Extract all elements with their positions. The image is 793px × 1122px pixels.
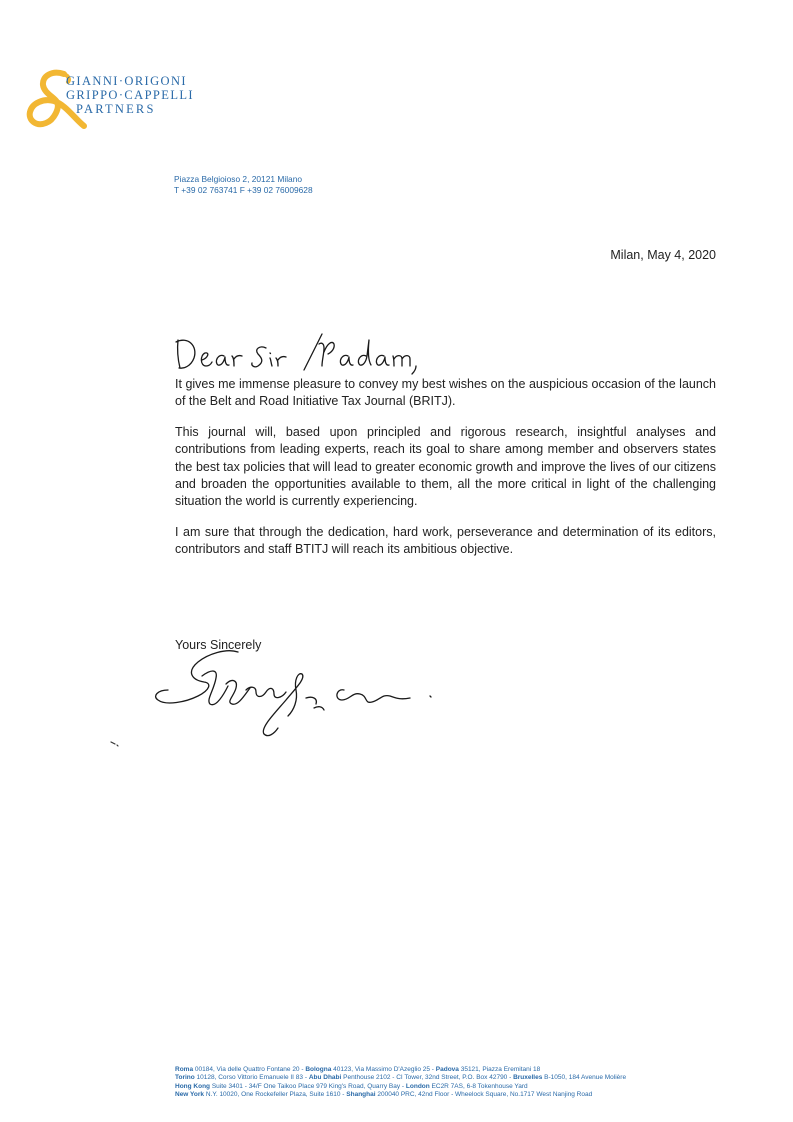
handwritten-signature: [146, 650, 446, 750]
letter-body: [175, 376, 716, 572]
closing-text: Yours Sincerely: [175, 638, 262, 652]
letter-date: Milan, May 4, 2020: [610, 248, 716, 262]
footer-line: [175, 1066, 626, 1074]
footer-address: Suite 3401 - 34/F One Taikoo Place 979 King's Road, Quarry Bay -: [210, 1082, 406, 1090]
firm-name-line-1: GIANNI·ORIGONI: [66, 74, 187, 88]
footer-city: London: [405, 1082, 430, 1090]
firm-name-line-2: GRIPPO·CAPPELLI: [66, 88, 194, 102]
footer-address: 00184, Via delle Quattro Fontane 20 -: [193, 1066, 306, 1073]
footer-address: 35121, Piazza Eremitani 18: [458, 1066, 541, 1073]
footer-city: New York: [175, 1090, 205, 1098]
stray-ink-mark: [110, 741, 120, 747]
footer-city: Hong Kong: [175, 1082, 211, 1090]
address-line-1: Piazza Belgioioso 2, 20121 Milano: [174, 174, 303, 184]
footer-city: Shanghai: [346, 1090, 376, 1098]
footer-city: Abu Dhabi: [308, 1074, 342, 1082]
office-footer: [175, 1066, 626, 1099]
footer-city: Padova: [435, 1066, 459, 1073]
footer-city: Roma: [175, 1066, 194, 1073]
address-line-2: T +39 02 763741 F +39 02 76009628: [174, 185, 313, 195]
footer-city: Torino: [175, 1074, 195, 1082]
footer-city: Bruxelles: [513, 1074, 543, 1082]
footer-line: [175, 1091, 626, 1099]
footer-line: [175, 1074, 626, 1082]
footer-address: N.Y. 10020, One Rockefeller Plaza, Suite 1610 -: [204, 1090, 347, 1098]
footer-address: 10128, Corso Vittorio Emanuele II 83 -: [194, 1074, 309, 1082]
office-address: [174, 174, 313, 196]
firm-logo: [24, 68, 214, 138]
footer-address: EC2R 7AS, 6-8 Tokenhouse Yard: [429, 1082, 528, 1090]
body-paragraph: This journal will, based upon principled and rigorous research, insightful analyses and contributions from leading experts, reach its goal to share among member and observers states the best tax policies that will lead to greater economic growth and improve the lives of our citizens and broaden the opportunities available to them, all the more critical in light of the challenging situation the world is currently experiencing.: [175, 424, 716, 509]
footer-address: B-1050, 184 Avenue Molière: [542, 1074, 627, 1082]
body-paragraph: It gives me immense pleasure to convey my best wishes on the auspicious occasion of the launch of the Belt and Road Initiative Tax Journal (BRITJ).: [175, 377, 716, 409]
footer-line: [175, 1083, 626, 1091]
footer-address: 40123, Via Massimo D'Azeglio 25 -: [331, 1066, 436, 1073]
footer-city: Bologna: [305, 1066, 332, 1073]
firm-name-line-3: PARTNERS: [76, 102, 156, 116]
footer-address: Penthouse 2102 - CI Tower, 32nd Street, P.O. Box 42790 -: [341, 1074, 514, 1082]
handwritten-salutation: [172, 322, 452, 382]
body-paragraph: I am sure that through the dedication, hard work, perseverance and determination of its editors, contributors and staff BTITJ will reach its ambitious objective.: [175, 524, 716, 557]
footer-address: 200040 PRC, 42nd Floor - Wheelock Square, No.1717 West Nanjing Road: [375, 1090, 593, 1098]
